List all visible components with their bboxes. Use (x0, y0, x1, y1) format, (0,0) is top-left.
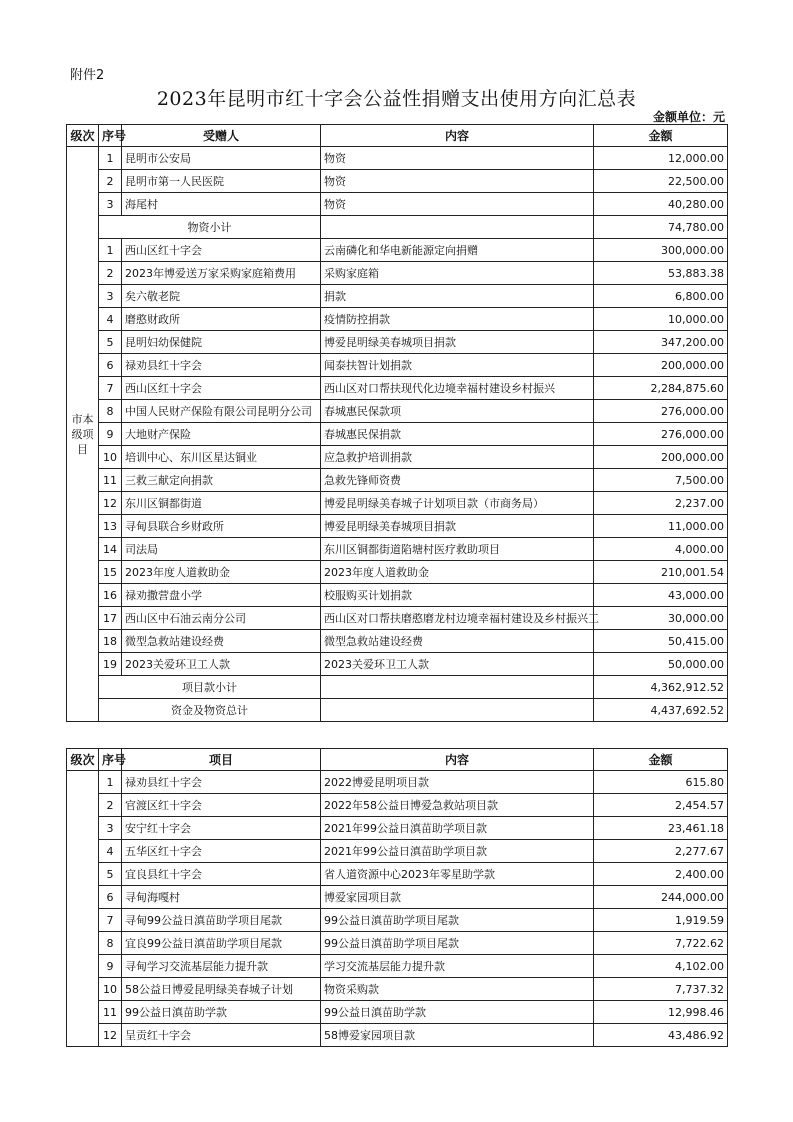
content-cell: 2021年99公益日滇苗助学项目款 (321, 840, 594, 863)
row-number: 8 (99, 932, 122, 955)
header-amount: 金额 (594, 125, 728, 147)
recipient-cell: 2023年度人道救助金 (122, 561, 321, 584)
amount-cell: 615.80 (594, 771, 728, 794)
row-number: 19 (99, 653, 122, 676)
amount-cell: 12,998.46 (594, 1001, 728, 1024)
row-number: 14 (99, 538, 122, 561)
project-cell: 安宁红十字会 (122, 817, 321, 840)
recipient-cell: 昆明市第一人民医院 (122, 170, 321, 193)
table-row (67, 978, 728, 1001)
recipient-cell: 司法局 (122, 538, 321, 561)
subtotal-content-cell (321, 216, 594, 239)
row-number: 1 (99, 771, 122, 794)
content-cell: 博爱昆明绿美春城子计划项目款（市商务局） (321, 492, 594, 515)
grand-total-row (67, 699, 728, 722)
content-cell: 急救先锋师资费 (321, 469, 594, 492)
table-row (67, 840, 728, 863)
amount-cell: 300,000.00 (594, 239, 728, 262)
table-row (67, 653, 728, 676)
recipient-cell: 西山区中石油云南分公司 (122, 607, 321, 630)
recipient-cell: 昆明妇幼保健院 (122, 331, 321, 354)
row-number: 5 (99, 331, 122, 354)
amount-cell: 200,000.00 (594, 446, 728, 469)
content-cell: 采购家庭箱 (321, 262, 594, 285)
project-cell: 寻甸海嘎村 (122, 886, 321, 909)
row-number: 1 (99, 239, 122, 262)
content-cell: 物资采购款 (321, 978, 594, 1001)
table-row (67, 239, 728, 262)
header-amount: 金额 (594, 749, 728, 771)
table-row (67, 561, 728, 584)
amount-cell: 276,000.00 (594, 400, 728, 423)
row-number: 6 (99, 886, 122, 909)
recipient-cell: 矣六敬老院 (122, 285, 321, 308)
table-row (67, 377, 728, 400)
project-fund-table (66, 748, 728, 1047)
amount-cell: 1,919.59 (594, 909, 728, 932)
header-content: 内容 (321, 749, 594, 771)
recipient-cell: 西山区红十字会 (122, 377, 321, 400)
table-row (67, 331, 728, 354)
project-subtotal-label: 项目款小计 (99, 676, 321, 699)
row-number: 11 (99, 1001, 122, 1024)
row-number: 4 (99, 308, 122, 331)
content-cell: 58博爱家园项目款 (321, 1024, 594, 1047)
row-number: 15 (99, 561, 122, 584)
table-row (67, 469, 728, 492)
table-header-row (67, 125, 728, 147)
recipient-cell: 2023关爱环卫工人款 (122, 653, 321, 676)
amount-cell: 347,200.00 (594, 331, 728, 354)
table-row (67, 492, 728, 515)
content-cell: 春城惠民保款项 (321, 400, 594, 423)
recipient-cell: 磨憨财政所 (122, 308, 321, 331)
content-cell: 99公益日滇苗助学项目尾款 (321, 932, 594, 955)
row-number: 2 (99, 794, 122, 817)
project-cell: 五华区红十字会 (122, 840, 321, 863)
project-cell: 99公益日滇苗助学款 (122, 1001, 321, 1024)
amount-cell: 43,000.00 (594, 584, 728, 607)
row-number: 11 (99, 469, 122, 492)
donation-summary-table (66, 124, 728, 722)
recipient-cell: 西山区红十字会 (122, 239, 321, 262)
recipient-cell: 微型急救站建设经费 (122, 630, 321, 653)
amount-cell: 244,000.00 (594, 886, 728, 909)
project-cell: 寻甸学习交流基层能力提升款 (122, 955, 321, 978)
project-cell: 禄劝县红十字会 (122, 771, 321, 794)
project-subtotal-row (67, 676, 728, 699)
recipient-cell: 大地财产保险 (122, 423, 321, 446)
recipient-cell: 东川区铜都街道 (122, 492, 321, 515)
row-number: 7 (99, 909, 122, 932)
header-no: 序号 (99, 125, 122, 147)
recipient-cell: 禄劝撒营盘小学 (122, 584, 321, 607)
content-cell: 云南磷化和华电新能源定向捐赠 (321, 239, 594, 262)
content-cell: 物资 (321, 170, 594, 193)
row-number: 12 (99, 492, 122, 515)
header-project: 项目 (122, 749, 321, 771)
table-row (67, 193, 728, 216)
content-cell: 应急救护培训捐款 (321, 446, 594, 469)
amount-cell: 7,737.32 (594, 978, 728, 1001)
content-cell: 春城惠民保捐款 (321, 423, 594, 446)
content-cell: 2023关爱环卫工人款 (321, 653, 594, 676)
table-row (67, 932, 728, 955)
row-number: 10 (99, 978, 122, 1001)
recipient-cell: 寻甸县联合乡财政所 (122, 515, 321, 538)
row-number: 3 (99, 193, 122, 216)
table-row (67, 446, 728, 469)
project-subtotal-content-cell (321, 676, 594, 699)
amount-cell: 210,001.54 (594, 561, 728, 584)
recipient-cell: 2023年博爱送万家采购家庭箱费用 (122, 262, 321, 285)
content-cell: 东川区铜都街道陷塘村医疗救助项目 (321, 538, 594, 561)
recipient-cell: 昆明市公安局 (122, 147, 321, 170)
content-cell: 物资 (321, 147, 594, 170)
table-row (67, 607, 728, 630)
project-cell: 寻甸99公益日滇苗助学项目尾款 (122, 909, 321, 932)
amount-cell: 50,000.00 (594, 653, 728, 676)
table-row (67, 308, 728, 331)
table-row (67, 170, 728, 193)
table-row (67, 538, 728, 561)
subtotal-row (67, 216, 728, 239)
project-subtotal-amount: 4,362,912.52 (594, 676, 728, 699)
row-number: 3 (99, 285, 122, 308)
content-cell: 2022年58公益日博爱急救站项目款 (321, 794, 594, 817)
row-number: 2 (99, 262, 122, 285)
amount-cell: 11,000.00 (594, 515, 728, 538)
table-row (67, 262, 728, 285)
table-row (67, 285, 728, 308)
table-row (67, 515, 728, 538)
table-row (67, 584, 728, 607)
row-number: 17 (99, 607, 122, 630)
row-number: 7 (99, 377, 122, 400)
content-cell: 省人道资源中心2023年零星助学款 (321, 863, 594, 886)
content-cell: 微型急救站建设经费 (321, 630, 594, 653)
row-number: 18 (99, 630, 122, 653)
amount-cell: 22,500.00 (594, 170, 728, 193)
table-row (67, 147, 728, 170)
row-number: 1 (99, 147, 122, 170)
grand-total-content-cell (321, 699, 594, 722)
recipient-cell: 培训中心、东川区星达铜业 (122, 446, 321, 469)
amount-cell: 200,000.00 (594, 354, 728, 377)
recipient-cell: 三救三献定向捐款 (122, 469, 321, 492)
table-row (67, 817, 728, 840)
amount-cell: 30,000.00 (594, 607, 728, 630)
table-row (67, 423, 728, 446)
amount-cell: 43,486.92 (594, 1024, 728, 1047)
project-cell: 官渡区红十字会 (122, 794, 321, 817)
project-cell: 58公益日博爱昆明绿美春城子计划 (122, 978, 321, 1001)
table-row (67, 771, 728, 794)
recipient-cell: 海尾村 (122, 193, 321, 216)
amount-cell: 2,237.00 (594, 492, 728, 515)
grand-total-amount: 4,437,692.52 (594, 699, 728, 722)
project-cell: 呈贡红十字会 (122, 1024, 321, 1047)
level-cell (67, 771, 99, 1047)
grand-total-label: 资金及物资总计 (99, 699, 321, 722)
row-number: 8 (99, 400, 122, 423)
content-cell: 物资 (321, 193, 594, 216)
amount-cell: 12,000.00 (594, 147, 728, 170)
table-row (67, 909, 728, 932)
content-cell: 疫情防控捐款 (321, 308, 594, 331)
header-level: 级次 (67, 125, 99, 147)
goods-subtotal-amount: 74,780.00 (594, 216, 728, 239)
row-number: 9 (99, 955, 122, 978)
row-number: 13 (99, 515, 122, 538)
amount-cell: 40,280.00 (594, 193, 728, 216)
amount-cell: 23,461.18 (594, 817, 728, 840)
attachment-label: 附件2 (70, 68, 105, 83)
row-number: 12 (99, 1024, 122, 1047)
header-content: 内容 (321, 125, 594, 147)
recipient-cell: 禄劝县红十字会 (122, 354, 321, 377)
table-row (67, 886, 728, 909)
amount-cell: 2,277.67 (594, 840, 728, 863)
table-row (67, 400, 728, 423)
content-cell: 校服购买计划捐款 (321, 584, 594, 607)
header-level: 级次 (67, 749, 99, 771)
table-header-row (67, 749, 728, 771)
project-cell: 宜良99公益日滇苗助学项目尾款 (122, 932, 321, 955)
row-number: 3 (99, 817, 122, 840)
content-cell: 博爱家园项目款 (321, 886, 594, 909)
amount-cell: 50,415.00 (594, 630, 728, 653)
amount-cell: 4,000.00 (594, 538, 728, 561)
goods-subtotal-label: 物资小计 (99, 216, 321, 239)
level-cell: 市本级项目 (67, 147, 99, 722)
amount-cell: 7,500.00 (594, 469, 728, 492)
table-row (67, 1024, 728, 1047)
content-cell: 2021年99公益日滇苗助学项目款 (321, 817, 594, 840)
table-row (67, 630, 728, 653)
row-number: 6 (99, 354, 122, 377)
row-number: 9 (99, 423, 122, 446)
table-row (67, 794, 728, 817)
content-cell: 2022博爱昆明项目款 (321, 771, 594, 794)
table-row (67, 354, 728, 377)
content-cell: 西山区对口帮扶现代化边境幸福村建设乡村振兴 (321, 377, 594, 400)
content-cell: 西山区对口帮扶磨憨磨龙村边境幸福村建设及乡村振兴工 (321, 607, 594, 630)
content-cell: 闻泰扶智计划捐款 (321, 354, 594, 377)
row-number: 16 (99, 584, 122, 607)
row-number: 10 (99, 446, 122, 469)
table-row (67, 955, 728, 978)
amount-cell: 7,722.62 (594, 932, 728, 955)
row-number: 5 (99, 863, 122, 886)
row-number: 4 (99, 840, 122, 863)
header-no: 序号 (99, 749, 122, 771)
project-cell: 宜良县红十字会 (122, 863, 321, 886)
header-recipient: 受赠人 (122, 125, 321, 147)
table-row (67, 863, 728, 886)
row-number: 2 (99, 170, 122, 193)
amount-cell: 2,284,875.60 (594, 377, 728, 400)
recipient-cell: 中国人民财产保险有限公司昆明分公司 (122, 400, 321, 423)
content-cell: 博爱昆明绿美春城项目捐款 (321, 331, 594, 354)
table-row (67, 1001, 728, 1024)
amount-cell: 276,000.00 (594, 423, 728, 446)
content-cell: 捐款 (321, 285, 594, 308)
content-cell: 2023年度人道救助金 (321, 561, 594, 584)
amount-cell: 4,102.00 (594, 955, 728, 978)
amount-cell: 2,454.57 (594, 794, 728, 817)
amount-unit: 金额单位：元 (652, 110, 725, 124)
content-cell: 博爱昆明绿美春城项目捐款 (321, 515, 594, 538)
amount-cell: 6,800.00 (594, 285, 728, 308)
amount-cell: 2,400.00 (594, 863, 728, 886)
content-cell: 99公益日滇苗助学款 (321, 1001, 594, 1024)
amount-cell: 53,883.38 (594, 262, 728, 285)
amount-cell: 10,000.00 (594, 308, 728, 331)
page-title: 2023年昆明市红十字会公益性捐赠支出使用方向汇总表 (156, 88, 637, 110)
content-cell: 99公益日滇苗助学项目尾款 (321, 909, 594, 932)
content-cell: 学习交流基层能力提升款 (321, 955, 594, 978)
